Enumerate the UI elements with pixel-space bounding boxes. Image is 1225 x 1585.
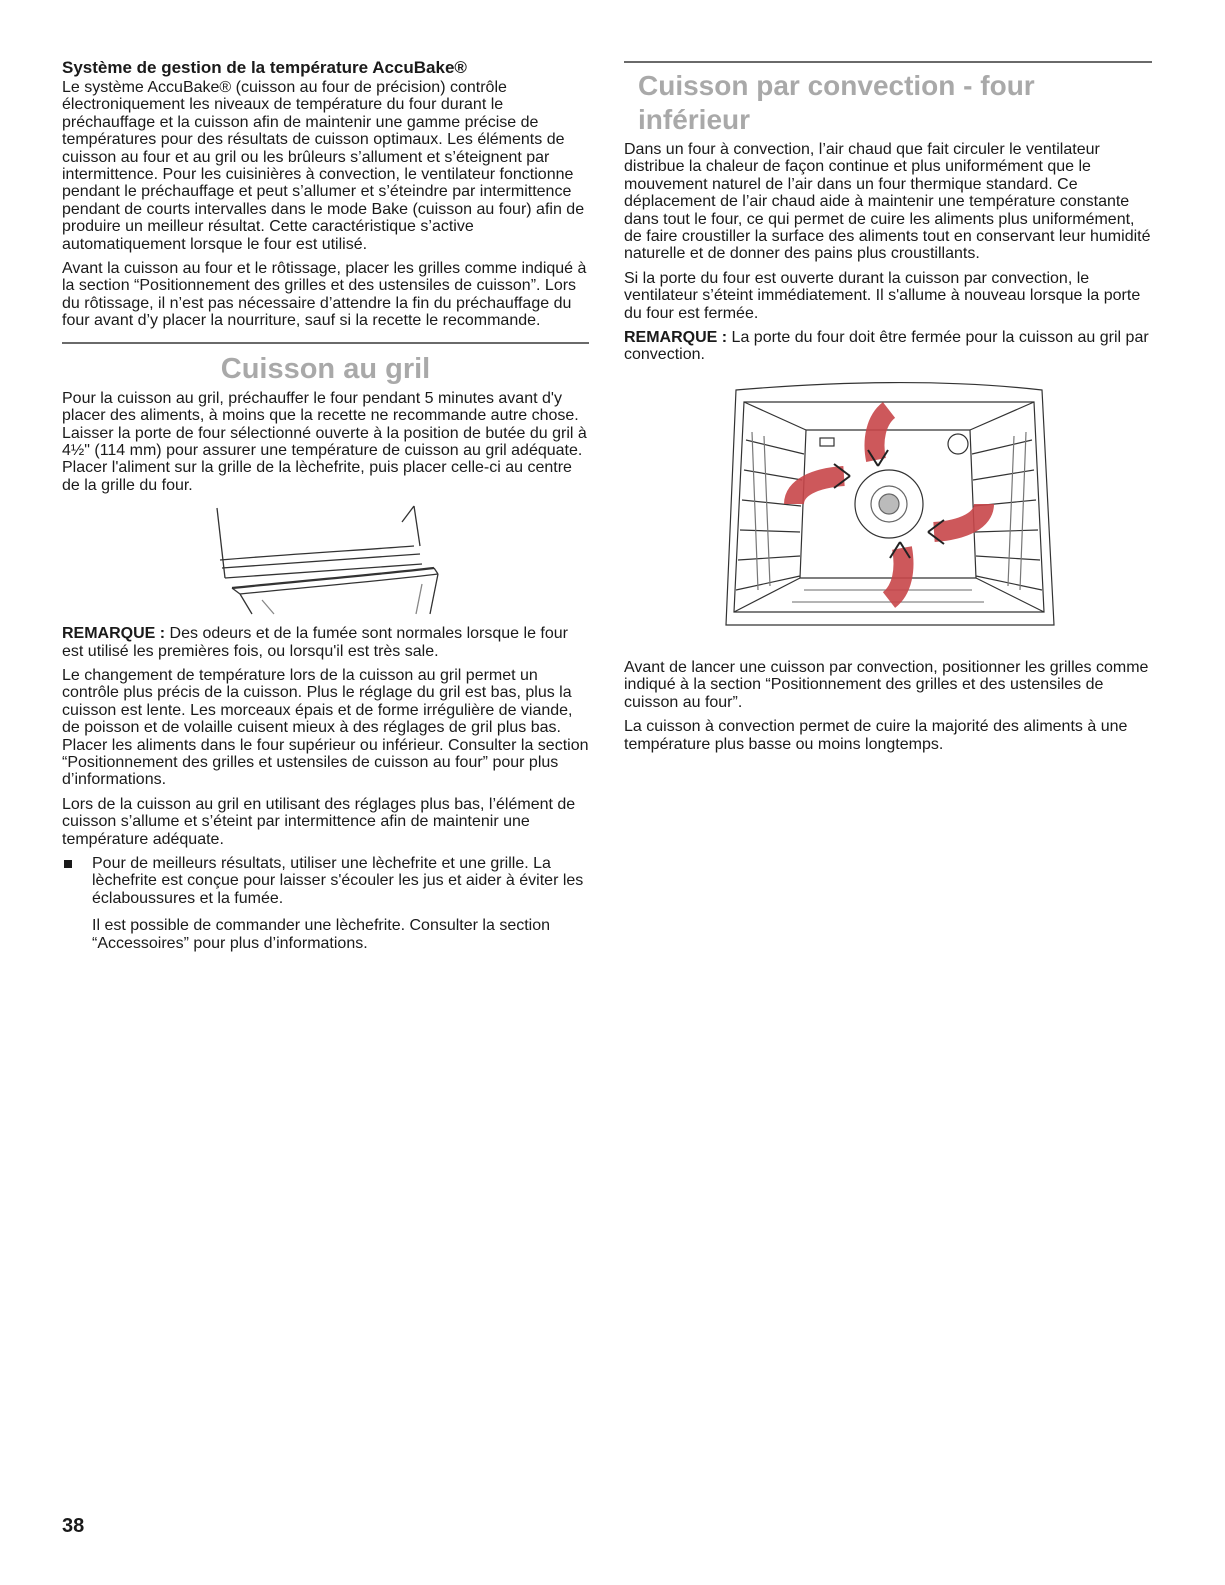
left-column	[62, 58, 589, 959]
convection-note-text: La porte du four doit être fermée pour la cuisson au gril par convection.	[624, 329, 1149, 364]
right-column	[624, 58, 1152, 760]
gril-bullet-text: Pour de meilleurs résultats, utiliser une lèchefrite et une grille. La lèchefrite est conçue pour laisser s'écouler les jus et aider à éviter les éclaboussures et la fumée.	[92, 855, 584, 907]
bullet-square-icon	[64, 860, 72, 868]
gril-paragraph-2: Le changement de température lors de la cuisson au gril permet un contrôle plus précis de la cuisson. Plus le réglage du gril est bas, plus la cuisson est lente. Les morceaux épais et de forme irrégulière de viande, de poisson et de volaille cuisent mieux à des réglages de gril plus bas. Placer les aliments dans le four supérieur ou inférieur. Consulter la section “Positionnement des grilles et ustensiles de cuisson au four” pour plus d’informations.	[62, 666, 589, 789]
broil-door-illustration	[62, 502, 589, 617]
gril-section-title: Cuisson au gril	[220, 352, 431, 385]
page-number: 38	[62, 1515, 85, 1537]
gril-note	[62, 625, 589, 660]
gril-bullet-item	[62, 855, 589, 907]
gril-note-label: REMARQUE :	[62, 625, 166, 643]
accubake-paragraph-1: Le système AccuBake® (cuisson au four de précision) contrôle électroniquement les niveaux de température du four durant le préchauffage et la cuisson afin de maintenir une gamme précise de températures pour des résultats de cuisson optimaux. Les éléments de cuisson au four et au gril ou les brûleurs s’allument et s’éteignent par intermittence. Pour les cuisinières à convection, le ventilateur fonctionne pendant le préchauffage et peut s’allumer et s’éteindre par intermittence pendant de courts intervalles dans le mode Bake (cuisson au four) afin de produire un meilleur résultat. Cette caractéristique s’active automatiquement lorsque le four est utilisé.	[62, 79, 585, 253]
convection-paragraph-2: Si la porte du four est ouverte durant la cuisson par convection, le ventilateur s’éteint immédiatement. Il s'allume à nouveau lorsque la porte du four est fermée.	[624, 269, 1141, 322]
gril-paragraph-3: Lors de la cuisson au gril en utilisant des réglages plus bas, l’élément de cuisson s’allume et s’éteint par intermittence afin de maintenir une température adéquate.	[62, 795, 576, 848]
gril-note-text: Des odeurs et de la fumée sont normales lorsque le four est utilisé les premières fois, ou lorsqu'il est très sale.	[62, 625, 568, 660]
gril-paragraph-1: Pour la cuisson au gril, préchauffer le four pendant 5 minutes avant d'y placer des aliments, à moins que la recette ne recommande autre chose. Laisser la porte de four sélectionné ouverte à la position de butée du gril à 4½" (114 mm) pour assurer une température de cuisson au gril adéquate. Placer l'aliment sur la grille de la lèchefrite, puis placer celle-ci au centre de la grille du four.	[62, 389, 587, 494]
convection-paragraph-4: La cuisson à convection permet de cuire la majorité des aliments à une température plus basse ou moins longtemps.	[624, 718, 1128, 753]
accubake-paragraph-2: Avant la cuisson au four et le rôtissage, placer les grilles comme indiqué à la section “Positionnement des grilles et des ustensiles de cuisson”. Lors du rôtissage, il n’est pas nécessaire d’attendre la fin du préchauffage du four avant d’y placer la nourriture, sauf si la recette le recommande.	[62, 260, 587, 330]
gril-bullet-continuation: Il est possible de commander une lèchefrite. Consulter la section “Accessoires” pour plus d’informations.	[92, 917, 551, 952]
convection-note	[624, 329, 1152, 364]
convection-paragraph-1: Dans un four à convection, l’air chaud que fait circuler le ventilateur distribue la chaleur de façon continue et plus uniformément que le mouvement naturel de l’air dans un four thermique standard. Ce déplacement de l’air chaud aide à maintenir une température constante dans tout le four, ce qui permet de cuire les aliments plus uniformément, de faire croustiller la surface des aliments tout en conservant leur humidité naturelle et de donner des pains plus croustillants.	[624, 141, 1151, 263]
convection-airflow-diagram	[624, 380, 1152, 645]
convection-note-label: REMARQUE :	[624, 329, 728, 347]
convection-section-title: Cuisson par convection - four inférieur	[638, 70, 1035, 135]
section-divider	[624, 61, 1152, 63]
convection-paragraph-3: Avant de lancer une cuisson par convection, positionner les grilles comme indiqué à la section “Positionnement des grilles et des ustensiles de cuisson au four”.	[624, 658, 1149, 711]
accubake-heading: Système de gestion de la température AccuBake®	[62, 58, 467, 77]
section-divider	[62, 342, 589, 344]
